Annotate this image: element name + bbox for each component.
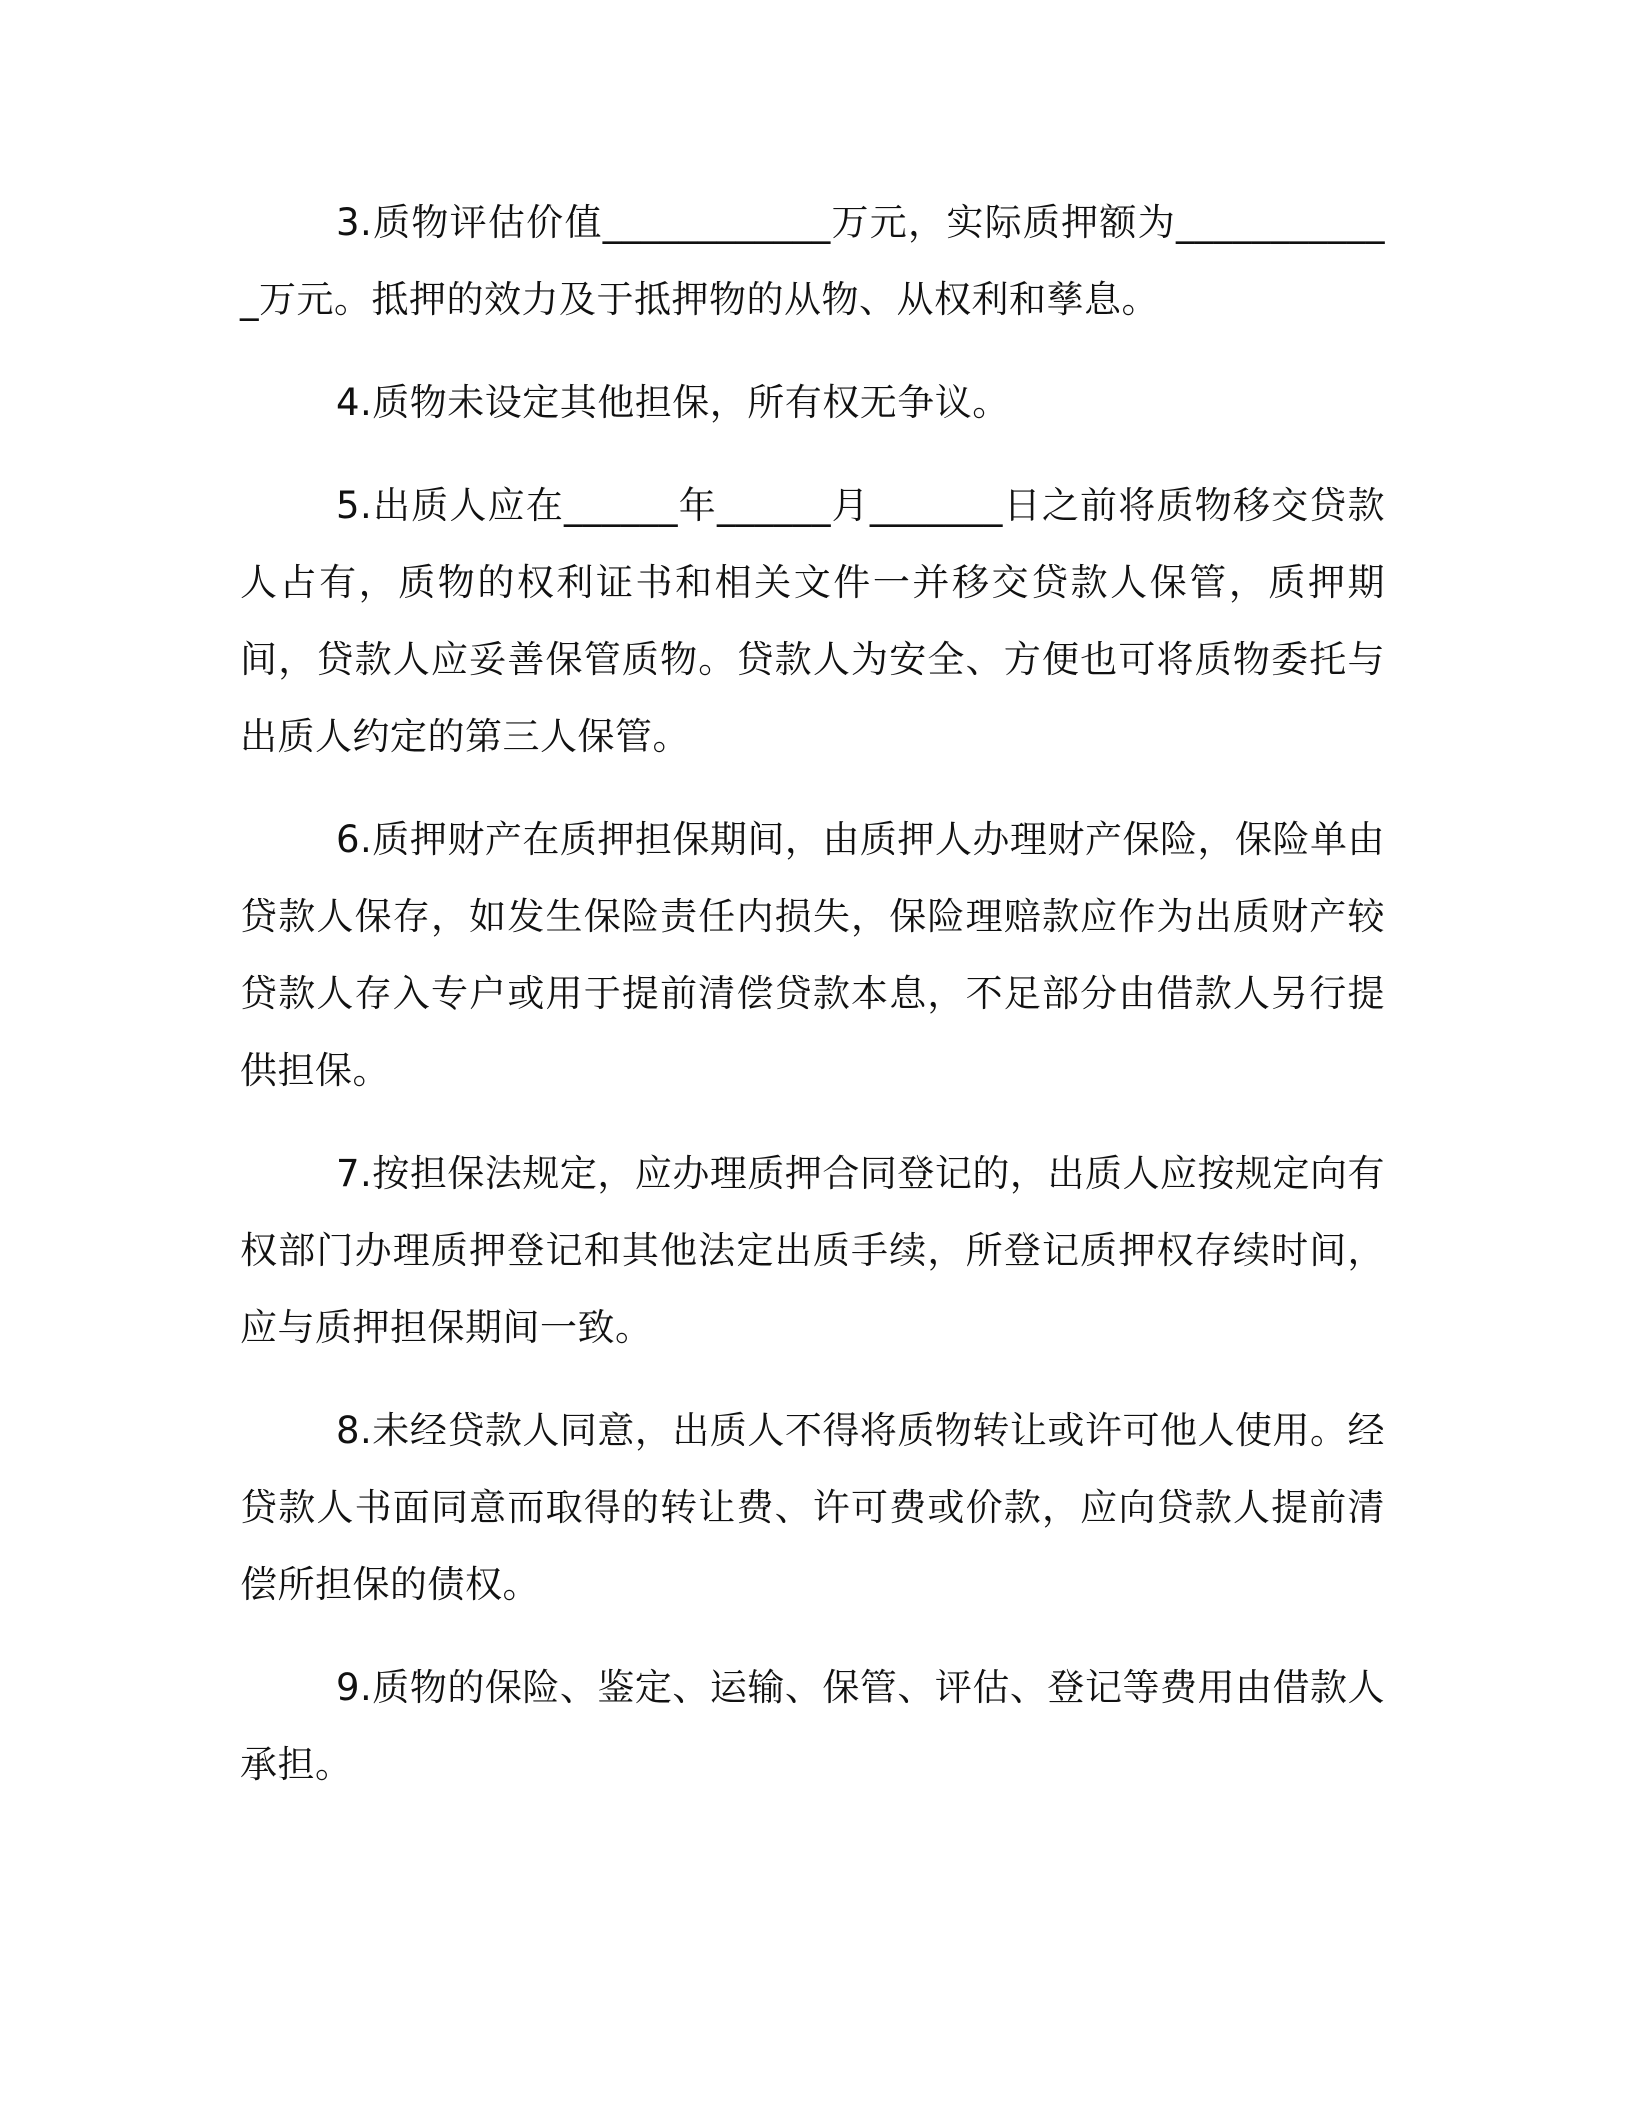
clause-3: 3.质物评估价值____________万元，实际质押额为____________万元。抵押的效力及于抵押物的从物、从权利和孳息。 (240, 201, 1385, 321)
document-body (240, 184, 1385, 1829)
clause-5: 5.出质人应在______年______月_______日之前将质物移交贷款人占有，质物的权利证书和相关文件一并移交贷款人保管，质押期间，贷款人应妥善保管质物。贷款人为安全、方便也可将质物委托与出质人约定的第三人保管。 (240, 484, 1385, 758)
clause-4: 4.质物未设定其他担保，所有权无争议。 (336, 381, 1010, 424)
clause-6: 6.质押财产在质押担保期间，由质押人办理财产保险，保险单由贷款人保存，如发生保险责任内损失，保险理赔款应作为出质财产较贷款人存入专户或用于提前清偿贷款本息，不足部分由借款人另行提供担保。 (240, 818, 1385, 1092)
clause-9: 9.质物的保险、鉴定、运输、保管、评估、登记等费用由借款人承担。 (240, 1666, 1385, 1786)
clause-8: 8.未经贷款人同意，出质人不得将质物转让或许可他人使用。经贷款人书面同意而取得的转让费、许可费或价款，应向贷款人提前清偿所担保的债权。 (240, 1409, 1385, 1606)
clause-7: 7.按担保法规定，应办理质押合同登记的，出质人应按规定向有权部门办理质押登记和其他法定出质手续，所登记质押权存续时间，应与质押担保期间一致。 (240, 1152, 1385, 1349)
